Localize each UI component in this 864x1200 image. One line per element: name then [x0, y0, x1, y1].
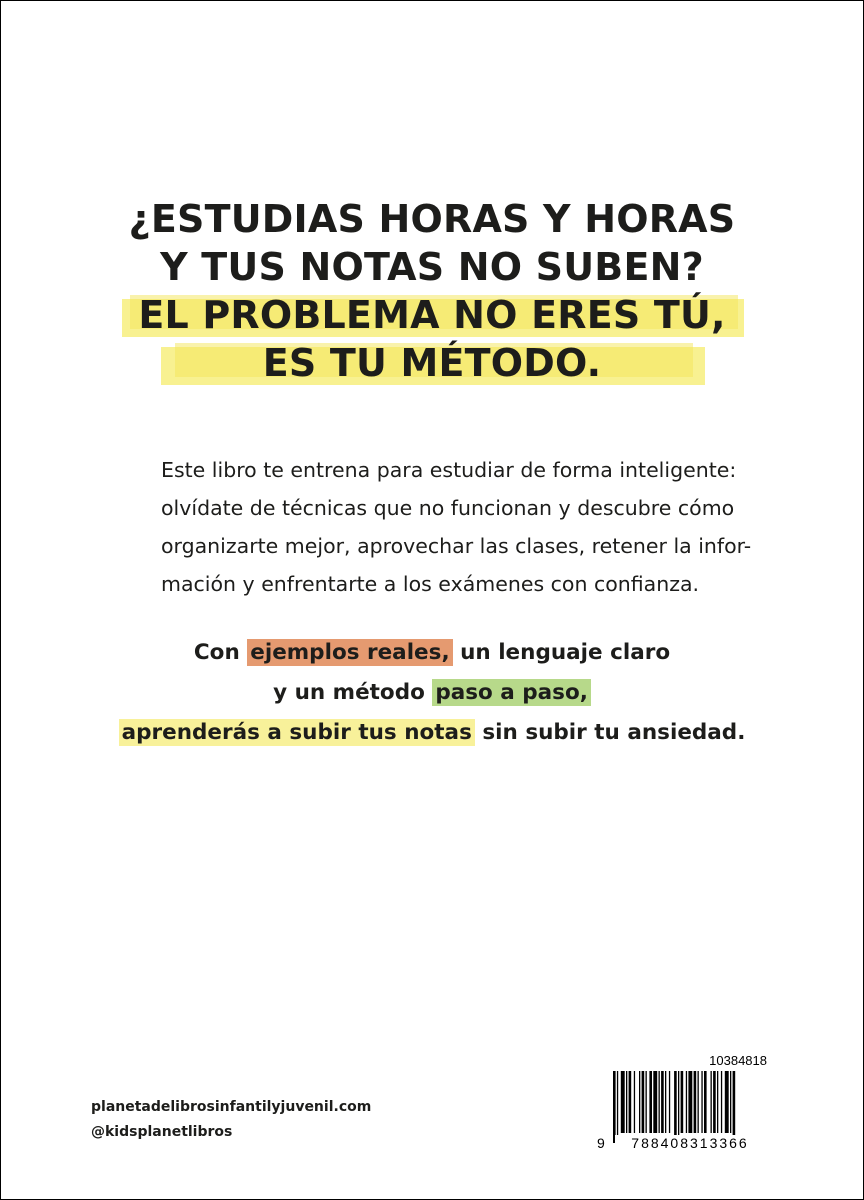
social-handle[interactable]: @kidsplanetlibros	[91, 1124, 233, 1140]
barcode-bar	[717, 1071, 718, 1133]
tagline-line-3	[1, 713, 863, 753]
tagline-line-1	[1, 633, 863, 673]
barcode-bar	[642, 1071, 645, 1133]
headline-highlight-4	[173, 339, 692, 387]
barcode-bar	[665, 1071, 666, 1133]
barcode-bar	[686, 1071, 687, 1133]
barcode-bar	[653, 1071, 657, 1133]
highlight-orange: ejemplos reales,	[247, 639, 452, 666]
headline-line-3	[1, 291, 863, 339]
barcode-bar	[634, 1071, 635, 1133]
tagline	[1, 633, 863, 753]
description-line: olvídate de técnicas que no funcionan y descubre cómo	[161, 496, 735, 520]
tagline-line-2	[1, 673, 863, 713]
highlight-yellow: aprenderás a subir tus notas	[119, 719, 475, 746]
barcode-bar	[704, 1071, 707, 1133]
description	[161, 451, 752, 603]
headline-line-4-text: ES TU MÉTODO.	[262, 341, 602, 385]
headline-line-4	[1, 339, 863, 387]
tagline-text: un lenguaje claro	[452, 640, 671, 665]
isbn-barcode	[597, 1053, 769, 1153]
headline	[1, 195, 863, 387]
barcode-bar	[713, 1071, 716, 1133]
barcode-bar	[659, 1071, 660, 1133]
barcode-digits: 788408313366	[615, 1135, 765, 1151]
barcode-bars	[597, 1071, 769, 1143]
barcode-bar	[711, 1071, 712, 1133]
tagline-text: y un método	[273, 680, 433, 705]
barcode-bar	[730, 1071, 731, 1133]
barcode-bar	[725, 1071, 729, 1133]
barcode-bar	[733, 1071, 736, 1143]
barcode-bar	[678, 1071, 679, 1143]
headline-line-2: Y TUS NOTAS NO SUBEN?	[160, 245, 704, 289]
barcode-bar	[701, 1071, 702, 1133]
barcode-bar	[674, 1071, 677, 1143]
headline-highlight-3	[128, 291, 735, 339]
website-link[interactable]: planetadelibrosinfantilyjuvenil.com	[91, 1099, 372, 1115]
barcode-bar	[721, 1071, 722, 1133]
barcode-bar	[639, 1071, 640, 1133]
barcode-bar	[694, 1071, 697, 1133]
tagline-text: Con	[193, 640, 248, 665]
tagline-text: sin subir tu ansiedad.	[474, 720, 746, 745]
headline-line-1: ¿ESTUDIAS HORAS Y HORAS	[128, 197, 736, 241]
barcode-bar	[613, 1071, 616, 1143]
barcode-bar	[681, 1071, 684, 1133]
barcode-first-digit: 9	[597, 1135, 605, 1151]
barcode-bar	[629, 1071, 632, 1133]
description-line: mación y enfrentarte a los exámenes con confianza.	[161, 572, 700, 596]
barcode-bar	[646, 1071, 647, 1133]
highlight-green: paso a paso,	[432, 679, 591, 706]
barcode-bar	[688, 1071, 692, 1133]
barcode-code: 10384818	[709, 1053, 767, 1068]
description-line: organizarte mejor, aprovechar las clases, retener la infor-	[161, 534, 752, 558]
barcode-bar	[626, 1071, 627, 1133]
barcode-bar	[649, 1071, 652, 1133]
barcode-bar	[661, 1071, 664, 1133]
description-line: Este libro te entrena para estudiar de forma inteligente:	[161, 458, 737, 482]
headline-line-3-text: EL PROBLEMA NO ERES TÚ,	[138, 293, 726, 337]
barcode-bar	[669, 1071, 670, 1133]
barcode-bar	[617, 1071, 618, 1143]
footer-links	[91, 1095, 371, 1145]
barcode-bar	[621, 1071, 625, 1133]
barcode-bar	[698, 1071, 699, 1133]
